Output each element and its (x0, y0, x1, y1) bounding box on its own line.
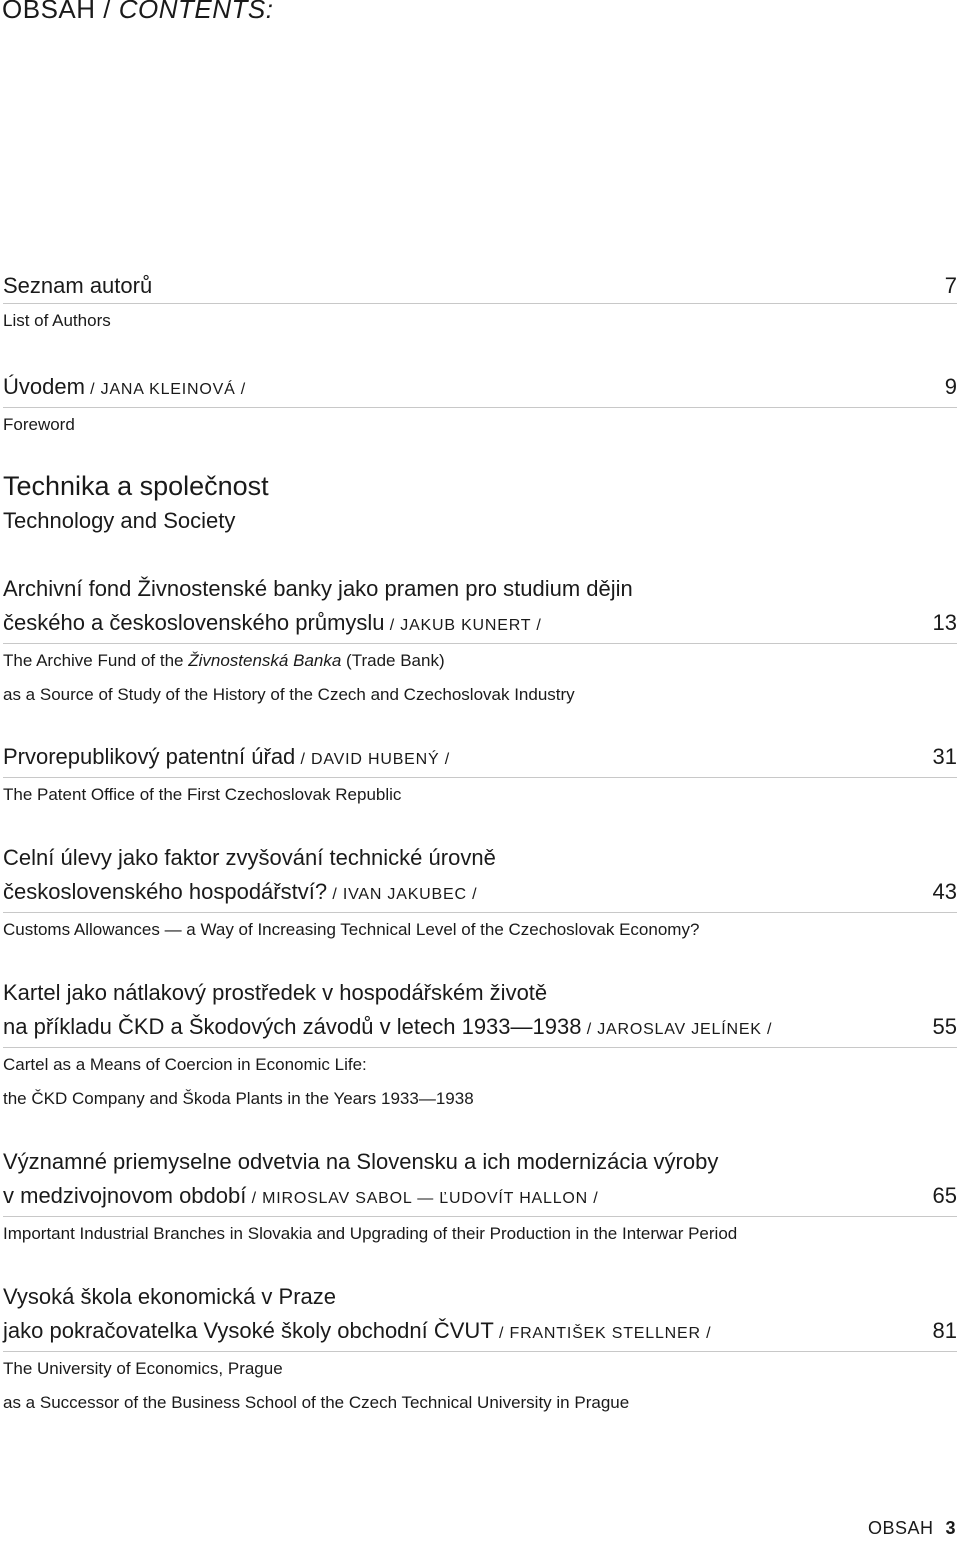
toc-entry-title: Prvorepublikový patentní úřad (3, 744, 296, 769)
toc-entry-title-row (3, 875, 957, 913)
toc-entry-author: / MIROSLAV SABOL — ĽUDOVÍT HALLON / (246, 1190, 599, 1207)
toc-entry-title-line-2: jako pokračovatelka Vysoké školy obchodní ČVUT (3, 1318, 494, 1343)
toc-entry-title-row (3, 269, 957, 304)
translation-italic-part: Živnostenská Banka (188, 651, 342, 670)
toc-page-number: 9 (944, 374, 957, 399)
toc-entry-sabol-hallon[interactable] (3, 1145, 957, 1251)
toc-entry-title-line-2: na příkladu ČKD a Škodových závodů v letech 1933—1938 (3, 1014, 582, 1039)
toc-entry-author: / FRANTIŠEK STELLNER / (493, 1325, 712, 1342)
translation-part: (Trade Bank) (341, 651, 445, 670)
toc-entry-title-row (3, 1010, 957, 1048)
footer-page-number: 3 (945, 1518, 956, 1538)
toc-entry-author: / IVAN JAKUBEC / (327, 886, 478, 903)
toc-entry-author: / JANA KLEINOVÁ / (84, 381, 247, 398)
toc-entry-author: / DAVID HUBENÝ / (295, 751, 450, 768)
toc-entry-translation: Foreword (3, 415, 75, 434)
toc-page-number: 55 (932, 1014, 957, 1039)
toc-entry-author: / JAKUB KUNERT / (384, 617, 542, 634)
translation-part: The Archive Fund of the (3, 651, 189, 670)
toc-entry-translation: Customs Allowances — a Way of Increasing Technical Level of the Czechoslovak Economy? (3, 920, 700, 939)
toc-entry-author: / JAROSLAV JELÍNEK / (581, 1021, 773, 1038)
toc-entry-foreword[interactable] (3, 370, 957, 442)
toc-entry-translation: The Patent Office of the First Czechoslovak Republic (3, 785, 402, 804)
toc-entry-title-line-2: československého hospodářství? (3, 879, 328, 904)
toc-page-number: 43 (932, 879, 957, 904)
toc-entry-title-line-2: v medzivojnovom období (3, 1183, 247, 1208)
toc-entry-kunert[interactable] (3, 572, 957, 712)
toc-entry-title-row (3, 740, 957, 778)
toc-entry-title-row (3, 1314, 957, 1352)
section-subtitle: Technology and Society (3, 508, 236, 533)
toc-entry-title-line-1: Celní úlevy jako faktor zvyšování technické úrovně (3, 845, 496, 870)
toc-section-heading (3, 468, 957, 538)
toc-entry-jakubec[interactable] (3, 841, 957, 947)
toc-entry-title-row (3, 606, 957, 644)
toc-entry-title-line-2: českého a československého průmyslu (3, 610, 385, 635)
toc-page-number: 81 (932, 1318, 957, 1343)
toc-page-number: 31 (932, 744, 957, 769)
toc-entry-title-line-1: Kartel jako nátlakový prostředek v hospodářském životě (3, 980, 548, 1005)
toc-entry-translation-line-2: the ČKD Company and Škoda Plants in the Years 1933—1938 (3, 1089, 474, 1108)
toc-entry-title-line-1: Významné priemyselne odvetvia na Slovensku a ich modernizácia výroby (3, 1149, 719, 1174)
toc-entry-translation-line-1: Cartel as a Means of Coercion in Economic Life: (3, 1055, 367, 1074)
toc-entry-title-line-1: Vysoká škola ekonomická v Praze (3, 1284, 336, 1309)
toc-entry-translation-line-2: as a Successor of the Business School of the Czech Technical University in Prague (3, 1393, 630, 1412)
toc-entry-stellner[interactable] (3, 1280, 957, 1420)
page-footer (868, 1518, 956, 1539)
toc-entry-hubeny[interactable] (3, 740, 957, 812)
toc-entry-authors[interactable] (3, 269, 957, 338)
heading-english: CONTENTS: (118, 0, 274, 24)
toc-entry-translation-line-1: The University of Economics, Prague (3, 1359, 283, 1378)
footer-label: OBSAH (867, 1518, 934, 1538)
toc-entry-title-row (3, 1179, 957, 1217)
toc-entry-translation-line-2: as a Source of Study of the History of the Czech and Czechoslovak Industry (3, 685, 575, 704)
toc-entry-translation: Important Industrial Branches in Slovakia and Upgrading of their Production in the Interwar Period (3, 1224, 738, 1243)
page-heading (2, 0, 273, 25)
section-title: Technika a společnost (3, 471, 269, 501)
toc-entry-title: Seznam autorů (3, 273, 153, 298)
toc-entry-translation: List of Authors (3, 311, 111, 330)
toc-page-number: 13 (932, 610, 957, 635)
toc-entry-title-line-1: Archivní fond Živnostenské banky jako pramen pro studium dějin (3, 576, 633, 601)
toc-page-number: 7 (944, 273, 957, 298)
toc-entry-title-row (3, 370, 957, 408)
toc-entry-translation-line-1 (3, 644, 957, 678)
toc-page-number: 65 (932, 1183, 957, 1208)
toc-entry-jelinek[interactable] (3, 976, 957, 1116)
heading-czech: OBSAH / (2, 0, 119, 24)
toc-entry-title: Úvodem (3, 374, 85, 399)
